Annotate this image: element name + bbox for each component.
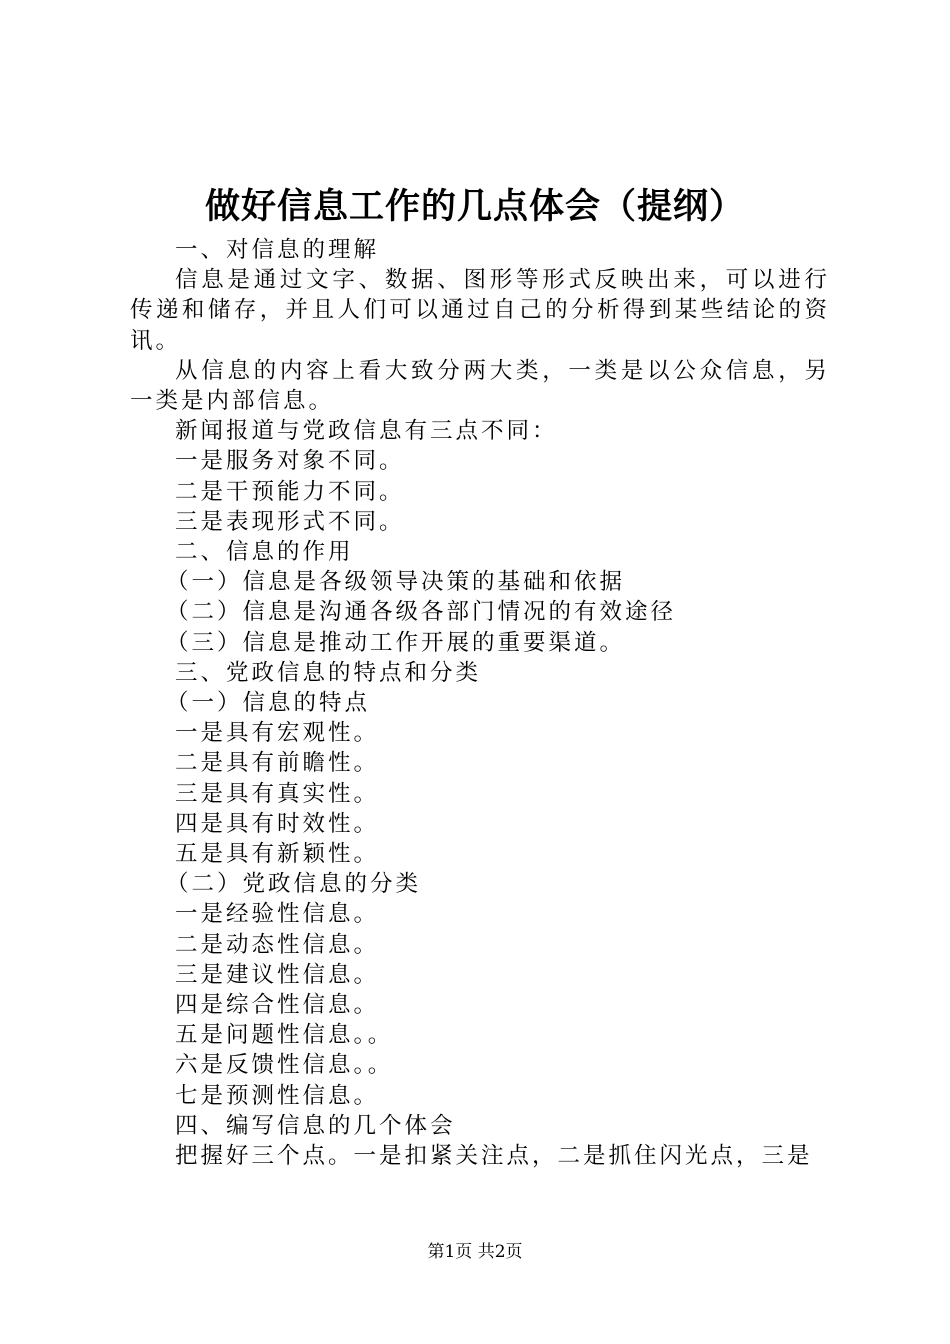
list-item: 一是具有宏观性。 [175, 720, 380, 747]
list-item: 一是服务对象不同。 [175, 448, 405, 475]
section-heading-3: 三、党政信息的特点和分类 [175, 659, 482, 686]
list-item: 三是具有真实性。 [175, 780, 380, 807]
paragraph: 新闻报道与党政信息有三点不同： [175, 418, 558, 445]
list-item: 一是经验性信息。 [175, 901, 380, 928]
subsection-heading: （二）党政信息的分类 [166, 871, 422, 898]
list-item: 六是反馈性信息。。 [175, 1052, 394, 1079]
subsection-heading: （一）信息的特点 [166, 690, 371, 717]
paragraph: 信息是通过文字、数据、图形等形式反映出来，可以进行传递和储存，并且人们可以通过自己的分析得到某些结论的资讯。 [130, 267, 830, 354]
list-item: 四是综合性信息。 [175, 992, 380, 1019]
list-item: 二是具有前瞻性。 [175, 750, 380, 777]
list-item: 二是动态性信息。 [175, 931, 380, 958]
list-item: 五是问题性信息。。 [175, 1022, 394, 1049]
list-item: 七是预测性信息。 [175, 1082, 380, 1109]
paragraph: 从信息的内容上看大致分两大类，一类是以公众信息，另一类是内部信息。 [130, 357, 830, 415]
list-item: 三是表现形式不同。 [175, 508, 405, 535]
list-item: （三）信息是推动工作开展的重要渠道。 [166, 629, 626, 656]
list-item: 四是具有时效性。 [175, 810, 380, 837]
section-heading-2: 二、信息的作用 [175, 539, 354, 566]
section-heading-4: 四、编写信息的几个体会 [175, 1112, 456, 1139]
list-item: （一）信息是各级领导决策的基础和依据 [166, 569, 626, 596]
document-body [130, 235, 830, 1171]
list-item: 二是干预能力不同。 [175, 478, 405, 505]
list-item: 三是建议性信息。 [175, 961, 380, 988]
section-heading-1: 一、对信息的理解 [175, 237, 380, 263]
paragraph: 把握好三个点。一是扣紧关注点，二是抓住闪光点，三是 [175, 1143, 813, 1170]
list-item: 五是具有新颖性。 [175, 841, 380, 868]
document-title: 做好信息工作的几点体会（提纲） [204, 186, 745, 227]
list-item: （二）信息是沟通各级各部门情况的有效途径 [166, 599, 677, 626]
page-footer: 第1页 共2页 [427, 1242, 523, 1262]
